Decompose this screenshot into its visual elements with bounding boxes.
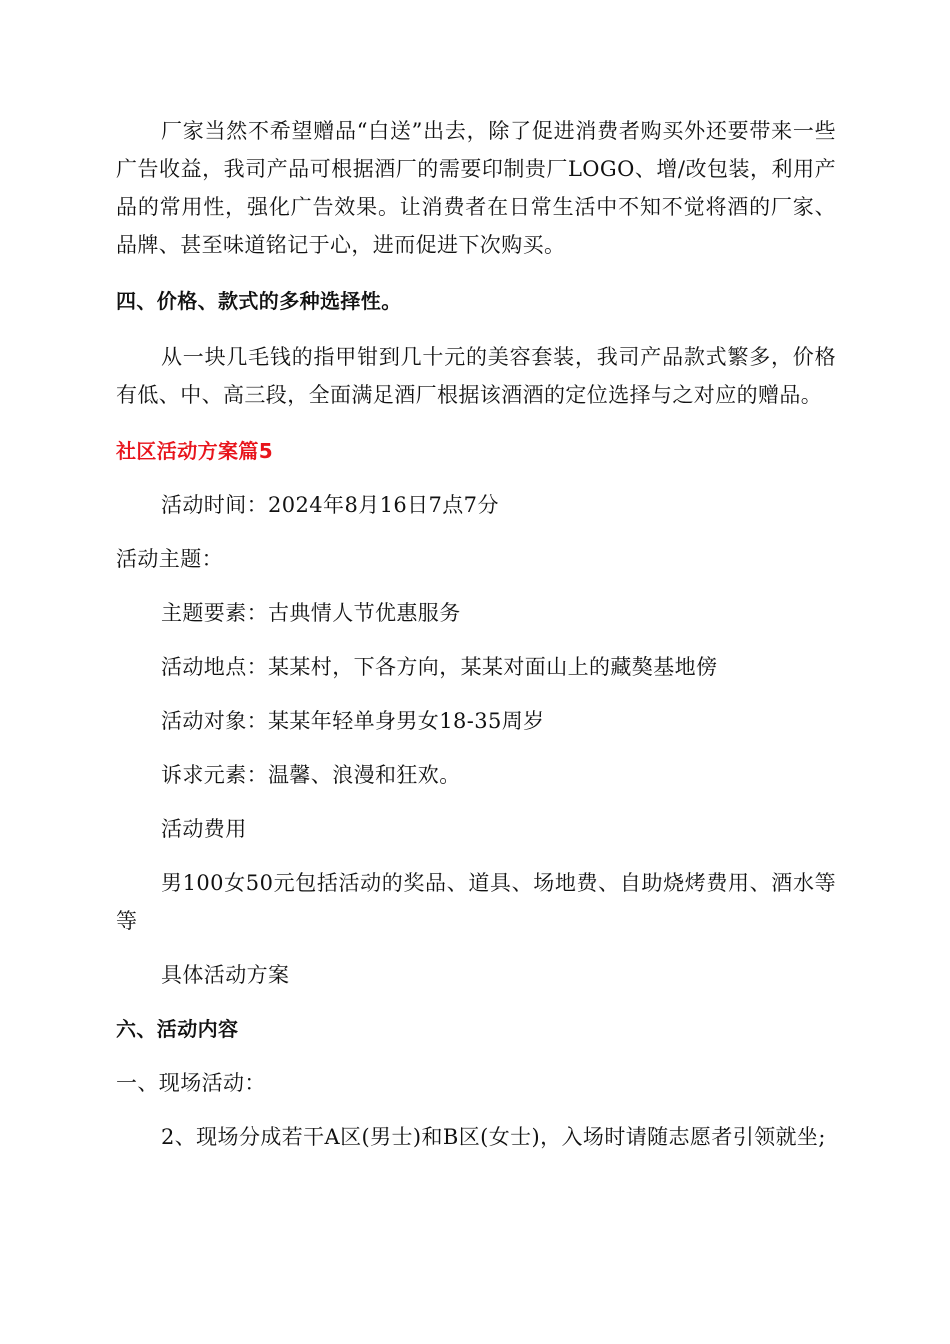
activity-theme-label: 活动主题：: [116, 547, 223, 571]
activity-target: 活动对象：某某年轻单身男女18-35周岁: [161, 709, 545, 733]
onsite-item-2: 2、现场分成若干A区(男士)和B区(女士)，入场时请随志愿者引领就坐;: [161, 1125, 826, 1149]
paragraph-price-range: 从一块几毛钱的指甲钳到几十元的美容套装，我司产品款式繁多，价格有低、中、高三段，全面满足酒厂根据该酒酒的定位选择与之对应的赠品。: [116, 345, 836, 407]
activity-time: 活动时间：2024年8月16日7点7分: [161, 493, 499, 517]
activity-location: 活动地点：某某村，下各方向，某某对面山上的藏獒基地傍: [161, 655, 718, 679]
appeal-elements: 诉求元素：温馨、浪漫和狂欢。: [161, 763, 461, 787]
activity-fee-detail: 男100女50元包括活动的奖品、道具、场地费、自助烧烤费用、酒水等等: [116, 871, 836, 933]
plan-label: 具体活动方案: [161, 963, 290, 987]
theme-elements: 主题要素：古典情人节优惠服务: [161, 601, 461, 625]
heading-price-style: 四、价格、款式的多种选择性。: [116, 289, 402, 313]
paragraph-gift-advertising: 厂家当然不希望赠品“白送”出去，除了促进消费者购买外还要带来一些广告收益，我司产品可根据酒厂的需要印制贵厂LOGO、增/改包装，利用产品的常用性，强化广告效果。让消费者在日常生活中不知不觉将酒的厂家、品牌、甚至味道铭记于心，进而促进下次购买。: [116, 119, 836, 257]
document-page: [116, 112, 836, 1156]
onsite-activity-label: 一、现场活动：: [116, 1071, 266, 1095]
heading-activity-content: 六、活动内容: [116, 1017, 239, 1041]
activity-fee-label: 活动费用: [161, 817, 247, 841]
section-title: 社区活动方案篇5: [116, 439, 274, 463]
